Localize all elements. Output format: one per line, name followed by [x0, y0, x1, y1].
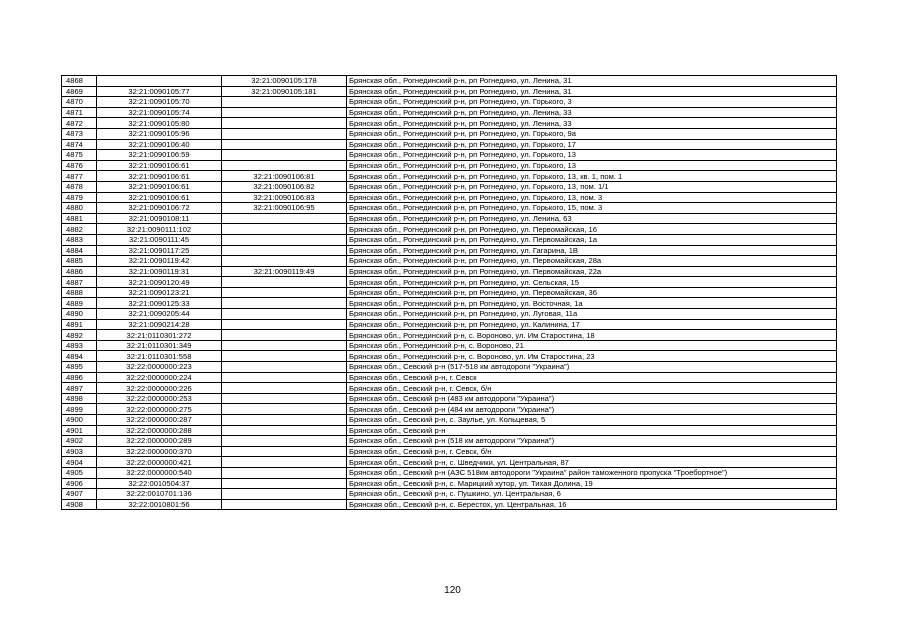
row-number-cell: 4879 — [62, 192, 97, 203]
cadastral-number-cell: 32:22:0000000:370 — [97, 446, 222, 457]
address-cell: Брянская обл., Рогнединский р-н, рп Рогнедино, ул. Горького, 17 — [347, 139, 837, 150]
address-cell: Брянская обл., Рогнединский р-н, рп Рогнедино, ул. Ленина, 31 — [347, 86, 837, 97]
address-cell: Брянская обл., Рогнединский р-н, рп Рогнедино, ул. Первомайская, 16 — [347, 224, 837, 235]
cadastral-number-cell: 32:22:0000000:288 — [97, 425, 222, 436]
cadastral-number-cell: 32:21:0090106:61 — [97, 160, 222, 171]
address-cell: Брянская обл., Севский р-н — [347, 425, 837, 436]
cadastral-number-cell: 32:22:0010701:136 — [97, 489, 222, 500]
table-row — [62, 224, 837, 235]
cadastral-number-cell: 32:22:0000000:275 — [97, 404, 222, 415]
cadastral-number-cell: 32:21:0090105:77 — [97, 86, 222, 97]
address-cell: Брянская обл., Рогнединский р-н, рп Рогнедино, ул. Сельская, 15 — [347, 277, 837, 288]
table-row — [62, 457, 837, 468]
address-cell: Брянская обл., Рогнединский р-н, рп Рогнедино, ул. Горького, 13, пом. 1/1 — [347, 181, 837, 192]
cadastral-number-cell: 32:21:0090106:72 — [97, 203, 222, 214]
table-row — [62, 415, 837, 426]
cadastral-number-cell: 32:22:0000000:421 — [97, 457, 222, 468]
row-number-cell: 4896 — [62, 372, 97, 383]
table-row — [62, 383, 837, 394]
cadastral-number-cell: 32:22:0000000:224 — [97, 372, 222, 383]
row-number-cell: 4878 — [62, 181, 97, 192]
cadastral-number-cell: 32:21:0090117:25 — [97, 245, 222, 256]
table-row — [62, 86, 837, 97]
address-cell: Брянская обл., Севский р-н, с. Заулье, ул. Кольцевая, 5 — [347, 415, 837, 426]
row-number-cell: 4877 — [62, 171, 97, 182]
address-cell: Брянская обл., Севский р-н, с. Берестох, ул. Центральная, 16 — [347, 499, 837, 510]
register-table-body — [62, 76, 837, 510]
object-cadastral-number-cell — [222, 393, 347, 404]
object-cadastral-number-cell — [222, 446, 347, 457]
cadastral-number-cell: 32:21:0090111:102 — [97, 224, 222, 235]
table-row — [62, 213, 837, 224]
table-row — [62, 499, 837, 510]
cadastral-number-cell: 32:21:0090106:61 — [97, 192, 222, 203]
address-cell: Брянская обл., Севский р-н (517-518 км автодороги "Украина") — [347, 362, 837, 373]
object-cadastral-number-cell — [222, 372, 347, 383]
row-number-cell: 4890 — [62, 309, 97, 320]
cadastral-number-cell: 32:21:0090111:45 — [97, 234, 222, 245]
address-cell: Брянская обл., Рогнединский р-н, рп Рогнедино, ул. Восточная, 1а — [347, 298, 837, 309]
table-row — [62, 436, 837, 447]
object-cadastral-number-cell — [222, 467, 347, 478]
row-number-cell: 4908 — [62, 499, 97, 510]
table-row — [62, 340, 837, 351]
cadastral-number-cell: 32:22:0000000:540 — [97, 467, 222, 478]
table-row — [62, 425, 837, 436]
address-cell: Брянская обл., Севский р-н, с. Пушкино, ул. Центральная, 6 — [347, 489, 837, 500]
address-cell: Брянская обл., Рогнединский р-н, рп Рогнедино, ул. Горького, 13, кв. 1, пом. 1 — [347, 171, 837, 182]
object-cadastral-number-cell — [222, 224, 347, 235]
object-cadastral-number-cell: 32:21:0090105:181 — [222, 86, 347, 97]
table-row — [62, 404, 837, 415]
object-cadastral-number-cell: 32:21:0090119:49 — [222, 266, 347, 277]
cadastral-number-cell: 32:22:0000000:223 — [97, 362, 222, 373]
table-row — [62, 467, 837, 478]
table-row — [62, 245, 837, 256]
object-cadastral-number-cell — [222, 107, 347, 118]
cadastral-number-cell: 32:21:0090105:70 — [97, 97, 222, 108]
object-cadastral-number-cell — [222, 139, 347, 150]
address-cell: Брянская обл., Рогнединский р-н, с. Вороново, 21 — [347, 340, 837, 351]
cadastral-number-cell: 32:22:0000000:253 — [97, 393, 222, 404]
object-cadastral-number-cell: 32:21:0090106:82 — [222, 181, 347, 192]
table-row — [62, 128, 837, 139]
object-cadastral-number-cell — [222, 319, 347, 330]
table-row — [62, 192, 837, 203]
address-cell: Брянская обл., Рогнединский р-н, рп Рогнедино, ул. Первомайская, 36 — [347, 287, 837, 298]
row-number-cell: 4901 — [62, 425, 97, 436]
address-cell: Брянская обл., Севский р-н (518 км автодороги "Украина") — [347, 436, 837, 447]
object-cadastral-number-cell — [222, 160, 347, 171]
row-number-cell: 4874 — [62, 139, 97, 150]
cadastral-number-cell: 32:22:0010801:56 — [97, 499, 222, 510]
row-number-cell: 4889 — [62, 298, 97, 309]
table-row — [62, 150, 837, 161]
page-number: 120 — [444, 585, 461, 596]
row-number-cell: 4891 — [62, 319, 97, 330]
register-table — [61, 75, 837, 510]
row-number-cell: 4893 — [62, 340, 97, 351]
object-cadastral-number-cell — [222, 309, 347, 320]
cadastral-number-cell: 32:21:0090205:44 — [97, 309, 222, 320]
row-number-cell: 4892 — [62, 330, 97, 341]
row-number-cell: 4883 — [62, 234, 97, 245]
row-number-cell: 4872 — [62, 118, 97, 129]
object-cadastral-number-cell — [222, 245, 347, 256]
table-row — [62, 234, 837, 245]
object-cadastral-number-cell — [222, 287, 347, 298]
row-number-cell: 4870 — [62, 97, 97, 108]
cadastral-number-cell: 32:21:0090105:80 — [97, 118, 222, 129]
object-cadastral-number-cell: 32:21:0090106:95 — [222, 203, 347, 214]
object-cadastral-number-cell — [222, 298, 347, 309]
object-cadastral-number-cell — [222, 404, 347, 415]
address-cell: Брянская обл., Рогнединский р-н, рп Рогнедино, ул. Горького, 9а — [347, 128, 837, 139]
cadastral-number-cell: 32:22:0010504:37 — [97, 478, 222, 489]
object-cadastral-number-cell — [222, 213, 347, 224]
cadastral-number-cell: 32:21:0090106:59 — [97, 150, 222, 161]
address-cell: Брянская обл., Рогнединский р-н, рп Рогнедино, ул. Ленина, 63 — [347, 213, 837, 224]
table-row — [62, 446, 837, 457]
address-cell: Брянская обл., Рогнединский р-н, рп Рогнедино, ул. Первомайская, 22а — [347, 266, 837, 277]
row-number-cell: 4903 — [62, 446, 97, 457]
object-cadastral-number-cell — [222, 478, 347, 489]
object-cadastral-number-cell — [222, 415, 347, 426]
row-number-cell: 4897 — [62, 383, 97, 394]
row-number-cell: 4888 — [62, 287, 97, 298]
cadastral-number-cell: 32:21:0090105:74 — [97, 107, 222, 118]
object-cadastral-number-cell — [222, 340, 347, 351]
cadastral-number-cell: 32:21:0090214:28 — [97, 319, 222, 330]
address-cell: Брянская обл., Рогнединский р-н, рп Рогнедино, ул. Горького, 13 — [347, 160, 837, 171]
table-row — [62, 319, 837, 330]
row-number-cell: 4885 — [62, 256, 97, 267]
object-cadastral-number-cell — [222, 457, 347, 468]
table-row — [62, 266, 837, 277]
object-cadastral-number-cell — [222, 362, 347, 373]
table-row — [62, 362, 837, 373]
object-cadastral-number-cell: 32:21:0090106:83 — [222, 192, 347, 203]
table-row — [62, 372, 837, 383]
row-number-cell: 4887 — [62, 277, 97, 288]
table-row — [62, 298, 837, 309]
row-number-cell: 4894 — [62, 351, 97, 362]
cadastral-number-cell: 32:21:0090108:11 — [97, 213, 222, 224]
row-number-cell: 4899 — [62, 404, 97, 415]
object-cadastral-number-cell — [222, 436, 347, 447]
row-number-cell: 4868 — [62, 76, 97, 87]
address-cell: Брянская обл., Рогнединский р-н, рп Рогнедино, ул. Горького, 15, пом. 3 — [347, 203, 837, 214]
table-row — [62, 181, 837, 192]
table-row — [62, 330, 837, 341]
row-number-cell: 4895 — [62, 362, 97, 373]
row-number-cell: 4902 — [62, 436, 97, 447]
object-cadastral-number-cell — [222, 330, 347, 341]
cadastral-number-cell: 32:21:0090106:40 — [97, 139, 222, 150]
row-number-cell: 4898 — [62, 393, 97, 404]
object-cadastral-number-cell — [222, 351, 347, 362]
cadastral-number-cell: 32:21:0090123:21 — [97, 287, 222, 298]
address-cell: Брянская обл., Севский р-н, с. Шведчики, ул. Центральная, 87 — [347, 457, 837, 468]
row-number-cell: 4871 — [62, 107, 97, 118]
address-cell: Брянская обл., Рогнединский р-н, рп Рогнедино, ул. Первомайская, 28а — [347, 256, 837, 267]
address-cell: Брянская обл., Рогнединский р-н, рп Рогнедино, ул. Калинина, 17 — [347, 319, 837, 330]
object-cadastral-number-cell — [222, 118, 347, 129]
address-cell: Брянская обл., Севский р-н, г. Севск, б/н — [347, 383, 837, 394]
address-cell: Брянская обл., Рогнединский р-н, с. Вороново, ул. Им Старостина, 18 — [347, 330, 837, 341]
table-row — [62, 171, 837, 182]
row-number-cell: 4886 — [62, 266, 97, 277]
cadastral-number-cell: 32:21:0110301:272 — [97, 330, 222, 341]
table-row — [62, 107, 837, 118]
row-number-cell: 4900 — [62, 415, 97, 426]
row-number-cell: 4881 — [62, 213, 97, 224]
table-row — [62, 393, 837, 404]
address-cell: Брянская обл., Рогнединский р-н, рп Рогнедино, ул. Ленина, 33 — [347, 107, 837, 118]
row-number-cell: 4906 — [62, 478, 97, 489]
row-number-cell: 4876 — [62, 160, 97, 171]
cadastral-number-cell: 32:21:0090106:61 — [97, 181, 222, 192]
cadastral-number-cell: 32:22:0000000:226 — [97, 383, 222, 394]
object-cadastral-number-cell — [222, 425, 347, 436]
cadastral-number-cell: 32:21:0090105:96 — [97, 128, 222, 139]
address-cell: Брянская обл., Рогнединский р-н, рп Рогнедино, ул. Горького, 3 — [347, 97, 837, 108]
object-cadastral-number-cell: 32:21:0090105:178 — [222, 76, 347, 87]
object-cadastral-number-cell — [222, 499, 347, 510]
table-row — [62, 203, 837, 214]
address-cell: Брянская обл., Рогнединский р-н, рп Рогнедино, ул. Ленина, 31 — [347, 76, 837, 87]
row-number-cell: 4875 — [62, 150, 97, 161]
row-number-cell: 4882 — [62, 224, 97, 235]
cadastral-number-cell: 32:21:0090119:31 — [97, 266, 222, 277]
object-cadastral-number-cell — [222, 128, 347, 139]
row-number-cell: 4873 — [62, 128, 97, 139]
table-row — [62, 139, 837, 150]
address-cell: Брянская обл., Рогнединский р-н, рп Рогнедино, ул. Ленина, 33 — [347, 118, 837, 129]
row-number-cell: 4904 — [62, 457, 97, 468]
table-row — [62, 97, 837, 108]
table-row — [62, 256, 837, 267]
cadastral-number-cell: 32:21:0090119:42 — [97, 256, 222, 267]
cadastral-number-cell: 32:22:0000000:289 — [97, 436, 222, 447]
address-cell: Брянская обл., Севский р-н, с. Марицкий хутор, ул. Тихая Долина, 19 — [347, 478, 837, 489]
object-cadastral-number-cell — [222, 277, 347, 288]
object-cadastral-number-cell — [222, 234, 347, 245]
table-row — [62, 118, 837, 129]
object-cadastral-number-cell — [222, 489, 347, 500]
object-cadastral-number-cell — [222, 150, 347, 161]
table-row — [62, 489, 837, 500]
table-row — [62, 287, 837, 298]
cadastral-number-cell: 32:22:0000000:287 — [97, 415, 222, 426]
object-cadastral-number-cell — [222, 256, 347, 267]
table-row — [62, 76, 837, 87]
address-cell: Брянская обл., Севский р-н (483 км автодороги "Украина") — [347, 393, 837, 404]
table-row — [62, 160, 837, 171]
row-number-cell: 4884 — [62, 245, 97, 256]
row-number-cell: 4869 — [62, 86, 97, 97]
object-cadastral-number-cell — [222, 97, 347, 108]
address-cell: Брянская обл., Рогнединский р-н, рп Рогнедино, ул. Горького, 13 — [347, 150, 837, 161]
address-cell: Брянская обл., Севский р-н, г. Севск, б/н — [347, 446, 837, 457]
cadastral-number-cell: 32:21:0110301:349 — [97, 340, 222, 351]
cadastral-number-cell: 32:21:0110301:558 — [97, 351, 222, 362]
address-cell: Брянская обл., Рогнединский р-н, рп Рогнедино, ул. Первомайская, 1а — [347, 234, 837, 245]
cadastral-number-cell: 32:21:0090120:49 — [97, 277, 222, 288]
row-number-cell: 4880 — [62, 203, 97, 214]
address-cell: Брянская обл., Севский р-н, г. Севск — [347, 372, 837, 383]
object-cadastral-number-cell — [222, 383, 347, 394]
row-number-cell: 4905 — [62, 467, 97, 478]
address-cell: Брянская обл., Севский р-н (АЗС 518км автодороги "Украина" район таможенного пропуска "Троебортное") — [347, 467, 837, 478]
address-cell: Брянская обл., Рогнединский р-н, с. Вороново, ул. Им Старостина, 23 — [347, 351, 837, 362]
table-row — [62, 351, 837, 362]
address-cell: Брянская обл., Рогнединский р-н, рп Рогнедино, ул. Горького, 13, пом. 3 — [347, 192, 837, 203]
address-cell: Брянская обл., Рогнединский р-н, рп Рогнедино, ул. Гагарина, 1В — [347, 245, 837, 256]
cadastral-number-cell: 32:21:0090125:33 — [97, 298, 222, 309]
table-row — [62, 277, 837, 288]
table-row — [62, 478, 837, 489]
row-number-cell: 4907 — [62, 489, 97, 500]
object-cadastral-number-cell: 32:21:0090106:81 — [222, 171, 347, 182]
cadastral-number-cell — [97, 76, 222, 87]
address-cell: Брянская обл., Севский р-н (484 км автодороги "Украина") — [347, 404, 837, 415]
table-row — [62, 309, 837, 320]
address-cell: Брянская обл., Рогнединский р-н, рп Рогнедино, ул. Луговая, 11а — [347, 309, 837, 320]
cadastral-number-cell: 32:21:0090106:61 — [97, 171, 222, 182]
